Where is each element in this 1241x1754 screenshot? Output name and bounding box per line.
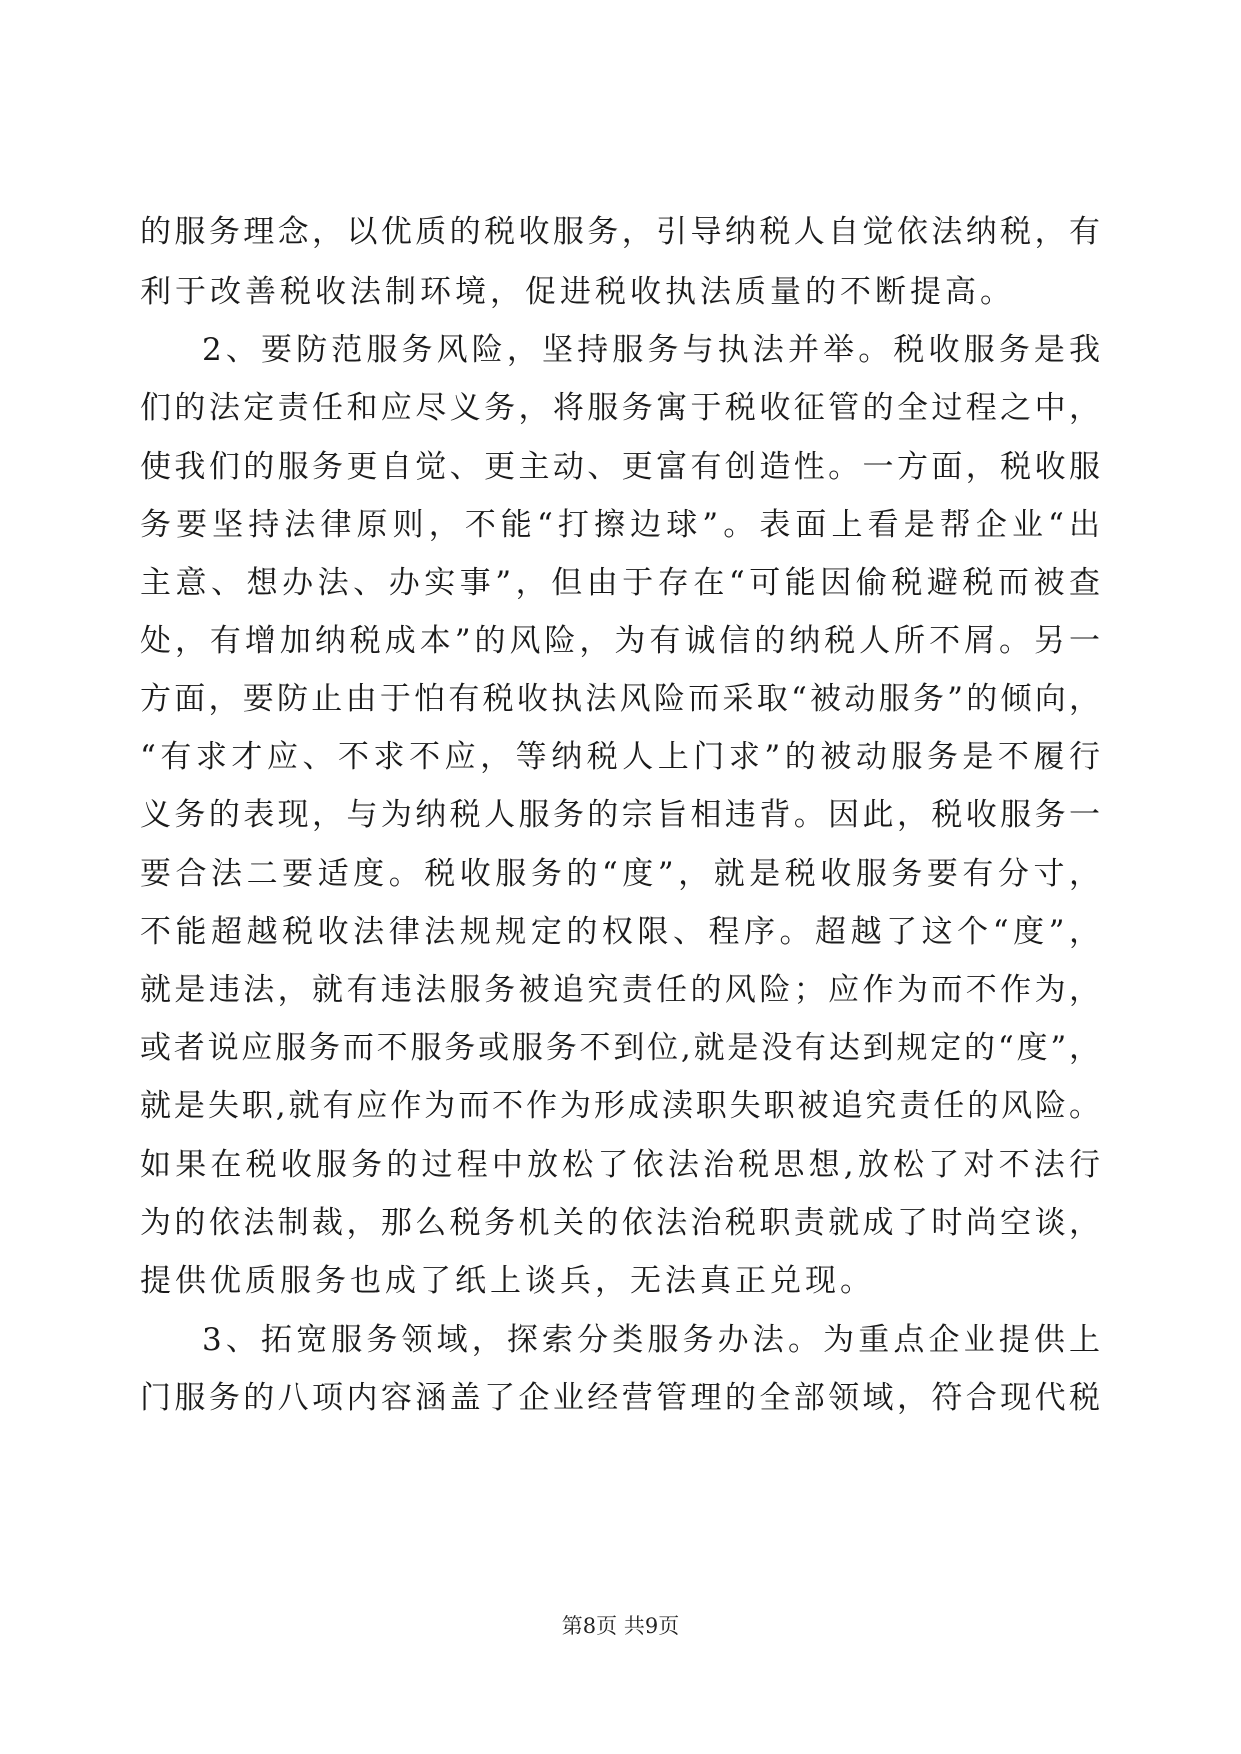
text-line: 使我们的服务更自觉、更主动、更富有创造性。一方面，税收服 (140, 449, 1100, 485)
text-line: 提供优质服务也成了纸上谈兵，无法真正兑现。 (140, 1263, 875, 1299)
text-line: 为的依法制裁，那么税务机关的依法治税职责就成了时尚空谈， (140, 1205, 1100, 1241)
page-footer: 第8页 共9页 (561, 1614, 680, 1638)
text-line: 处，有增加纳税成本”的风险，为有诚信的纳税人所不屑。另一 (140, 623, 1100, 659)
text-line: 3、拓宽服务领域，探索分类服务办法。为重点企业提供上 (202, 1322, 1100, 1358)
text-line: 要合法二要适度。税收服务的“度”，就是税收服务要有分寸， (140, 856, 1100, 892)
text-line: 义务的表现，与为纳税人服务的宗旨相违背。因此，税收服务一 (140, 797, 1100, 833)
text-line: 务要坚持法律原则，不能“打擦边球”。表面上看是帮企业“出 (140, 507, 1100, 543)
text-line: 利于改善税收法制环境，促进税收执法质量的不断提高。 (140, 274, 1015, 310)
text-line: 门服务的八项内容涵盖了企业经营管理的全部领域，符合现代税 (140, 1380, 1100, 1416)
text-line: 方面，要防止由于怕有税收执法风险而采取“被动服务”的倾向， (140, 681, 1100, 717)
text-line: 就是失职,就有应作为而不作为形成渎职失职被追究责任的风险。 (140, 1088, 1100, 1124)
text-line: 2、要防范服务风险，坚持服务与执法并举。税收服务是我 (202, 332, 1100, 368)
text-line: 或者说应服务而不服务或服务不到位,就是没有达到规定的“度”， (140, 1030, 1100, 1066)
text-line: 就是违法，就有违法服务被追究责任的风险；应作为而不作为， (140, 972, 1100, 1008)
text-line: 们的法定责任和应尽义务，将服务寓于税收征管的全过程之中， (140, 390, 1100, 426)
text-line: “有求才应、不求不应，等纳税人上门求”的被动服务是不履行 (140, 739, 1100, 775)
text-line: 如果在税收服务的过程中放松了依法治税思想,放松了对不法行 (140, 1147, 1100, 1183)
text-line: 主意、想办法、办实事”，但由于存在“可能因偷税避税而被查 (140, 565, 1100, 601)
text-line: 不能超越税收法律法规规定的权限、程序。超越了这个“度”， (140, 914, 1100, 950)
text-line: 的服务理念，以优质的税收服务，引导纳税人自觉依法纳税，有 (140, 214, 1100, 250)
